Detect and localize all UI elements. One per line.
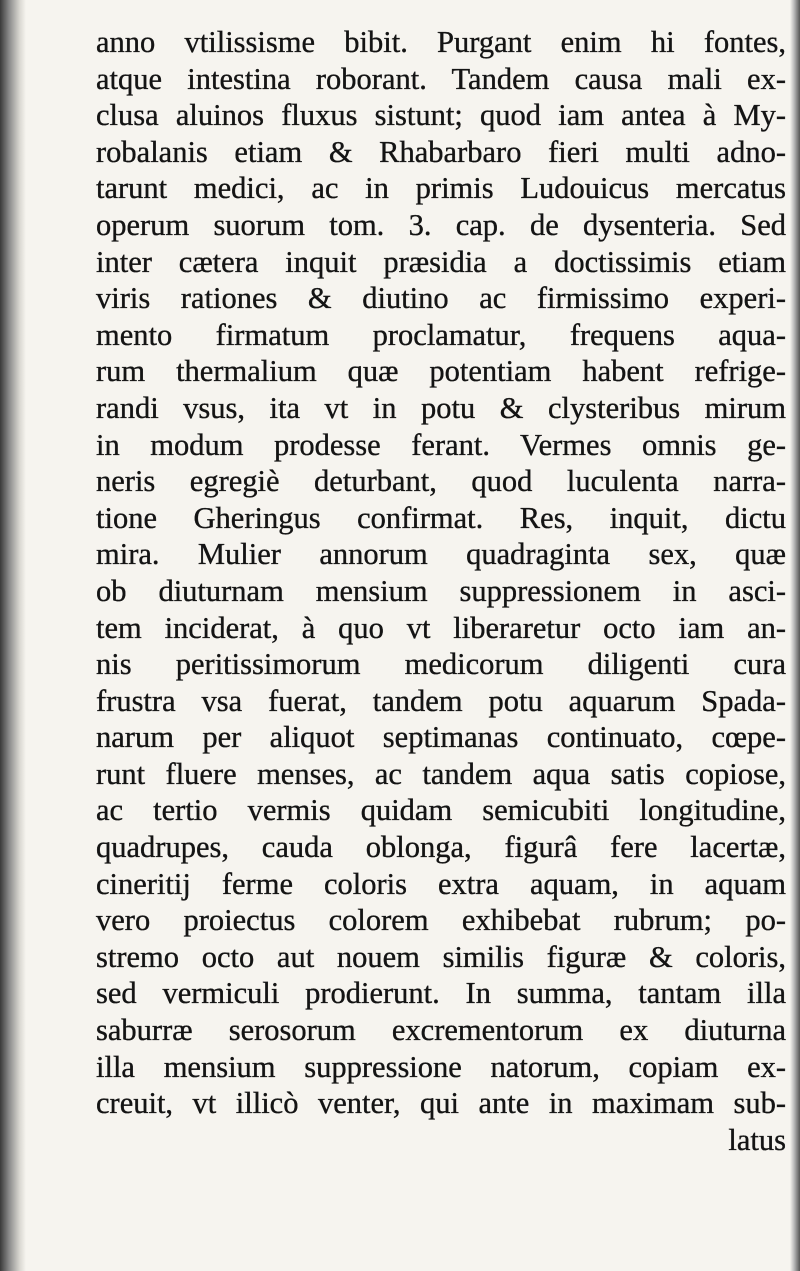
text-line: nis peritissimorum medicorum diligenti cura [96,647,786,682]
gutter-shadow [0,0,26,1271]
catchword: latus [728,1122,786,1157]
text-line: vero proiectus colorem exhibebat rubrum; po- [96,903,786,938]
text-line: frustra vsa fuerat, tandem potu aquarum Spada- [96,683,787,718]
text-line: clusa aluinos fluxus sistunt; quod iam antea à My- [96,98,787,133]
text-line: sed vermiculi prodierunt. In summa, tantam illa [96,976,787,1011]
text-line: atque intestina roborant. Tandem causa mali ex- [96,61,787,96]
text-line: viris rationes & diutino ac firmissimo experi- [96,281,786,316]
text-line: saburræ serosorum excrementorum ex diuturna [96,1013,786,1048]
text-line: anno vtilissisme bibit. Purgant enim hi fontes, [96,25,786,59]
page-edge [790,0,800,1271]
text-line: ob diuturnam mensium suppressionem in asci- [96,573,787,608]
text-line: stremo octo aut nouem similis figuræ & coloris, [96,939,787,974]
text-line: illa mensium suppressione natorum, copiam ex- [96,1049,787,1084]
text-line: neris egregiè deturbant, quod luculenta narra- [96,464,786,499]
text-line: tarunt medici, ac in primis Ludouicus mercatus [96,171,787,206]
text-line: in modum prodesse ferant. Vermes omnis ge- [96,427,787,462]
text-line: mira. Mulier annorum quadraginta sex, quæ [96,537,787,572]
text-line: tione Gheringus confirmat. Res, inquit, dictu [96,500,787,535]
text-line: narum per aliquot septimanas continuato, cœpe- [96,720,786,755]
text-line: randi vsus, ita vt in potu & clysteribus mirum [96,390,787,425]
text-line: creuit, vt illicò venter, qui ante in maximam sub- [96,1086,787,1121]
text-line: inter cætera inquit præsidia a doctissimis etiam [96,244,786,279]
text-line: mento firmatum proclamatur, frequens aqua- [96,317,787,352]
body-text [96,24,786,1158]
text-line: runt fluere menses, ac tandem aqua satis copiose, [96,756,786,791]
text-line: cineritij ferme coloris extra aquam, in aquam [96,866,786,901]
text-line: quadrupes, cauda oblonga, figurâ fere lacertæ, [96,830,786,865]
text-line: rum thermalium quæ potentiam habent refrige- [96,354,786,389]
text-line: robalanis etiam & Rhabarbaro fieri multi adno- [96,134,786,169]
text-line: ac tertio vermis quidam semicubiti longitudine, [96,793,786,828]
text-line: tem inciderat, à quo vt liberaretur octo iam an- [96,610,787,645]
text-line: operum suorum tom. 3. cap. de dysenteria. Sed [96,207,786,242]
